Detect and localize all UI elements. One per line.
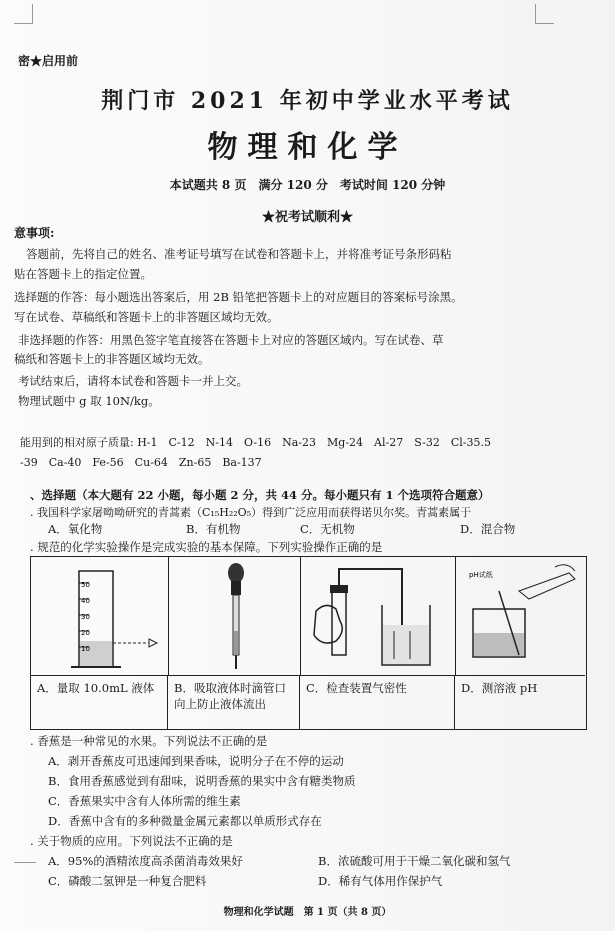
q4-option-d: D．稀有气体用作保护气 bbox=[318, 874, 443, 888]
cyl-tick-20: 20 bbox=[81, 629, 90, 637]
note-line: 稿纸和答题卡上的非答题区域均无效。 bbox=[14, 352, 210, 366]
q1-option-b: B．有机物 bbox=[186, 522, 241, 536]
secret-mark: 密★启用前 bbox=[18, 54, 79, 68]
note-line: 写在试卷、草稿纸和答题卡上的非答题区域均无效。 bbox=[14, 310, 279, 324]
caption-d: D．测溶液 pH bbox=[455, 675, 585, 729]
q3-option-b: B．食用香蕉感觉到有甜味，说明香蕉的果实中含有糖类物质 bbox=[48, 774, 356, 788]
note-line: 考试结束后，请将本试卷和答题卡一并上交。 bbox=[18, 374, 248, 388]
q1-stem: . 我国科学家屠呦呦研究的青蒿素（C₁₅H₂₂O₅）得到广泛应用而获得诺贝尔奖。青蒿素属于 bbox=[30, 506, 472, 519]
note-line: 非选择题的作答：用黑色签字笔直接答在答题卡上对应的答题区域内。写在试卷、草 bbox=[18, 333, 444, 347]
q4-stem: . 关于物质的应用。下列说法不正确的是 bbox=[30, 834, 233, 848]
crop-mark-top-right bbox=[535, 4, 536, 24]
caption-c: C．检查装置气密性 bbox=[300, 675, 455, 729]
experiment-figure-table bbox=[30, 556, 587, 730]
dropper-icon bbox=[206, 561, 266, 673]
q3-stem: . 香蕉是一种常见的水果。下列说法不正确的是 bbox=[30, 734, 268, 748]
notes-heading: 意事项: bbox=[14, 226, 55, 240]
q2-stem: . 规范的化学实验操作是完成实验的基本保障。下列实验操作正确的是 bbox=[30, 540, 383, 554]
note-line: 答题前，先将自己的姓名、准考证号填写在试卷和答题卡上，并将准考证号条形码粘 bbox=[26, 247, 452, 261]
q4-option-c: C．磷酸二氢钾是一种复合肥料 bbox=[48, 874, 207, 888]
q3-option-c: C．香蕉果实中含有人体所需的维生素 bbox=[48, 794, 241, 808]
subject-title: 物理和化学 bbox=[207, 130, 408, 165]
q3-option-a: A．剥开香蕉皮可迅速闻到果香味，说明分子在不停的运动 bbox=[48, 754, 344, 768]
caption-a: A．量取 10.0mL 液体 bbox=[31, 675, 168, 729]
q1-option-d: D．混合物 bbox=[460, 522, 516, 536]
crop-mark-left-side bbox=[14, 862, 36, 863]
graduated-cylinder-icon bbox=[51, 563, 161, 673]
ph-test-icon bbox=[459, 561, 584, 673]
airtight-check-icon bbox=[306, 561, 451, 673]
atomic-mass-line-2: -39 Ca-40 Fe-56 Cu-64 Zn-65 Ba-137 bbox=[20, 456, 262, 469]
cyl-tick-30: 30 bbox=[81, 613, 90, 621]
cyl-tick-50: 50 bbox=[81, 581, 90, 589]
exam-info: 本试题共 8 页 满分 120 分 考试时间 120 分钟 bbox=[169, 178, 446, 192]
crop-mark-top-left bbox=[32, 4, 33, 24]
page-footer: 物理和化学试题 第 1 页（共 8 页） bbox=[223, 907, 392, 918]
q1-option-c: C．无机物 bbox=[300, 522, 355, 536]
q4-option-b: B．浓硫酸可用于干燥二氧化碳和氢气 bbox=[318, 854, 511, 868]
q3-option-d: D．香蕉中含有的多种微量金属元素都以单质形式存在 bbox=[48, 814, 322, 828]
q4-option-a: A．95%的酒精浓度高杀菌消毒效果好 bbox=[48, 854, 243, 868]
caption-b: B．吸取液体时滴管口向上防止液体流出 bbox=[168, 675, 300, 729]
note-line: 贴在答题卡上的指定位置。 bbox=[14, 267, 152, 281]
crop-mark-top-right-h bbox=[536, 23, 554, 24]
good-luck-line: ★祝考试顺利★ bbox=[261, 210, 353, 225]
q1-option-a: A．氧化物 bbox=[48, 522, 103, 536]
section-heading: 、选择题（本大题有 22 小题，每小题 2 分，共 44 分。每小题只有 1 个选项符合题意） bbox=[30, 488, 490, 502]
crop-mark-top-left-h bbox=[14, 23, 32, 24]
note-line: 选择题的作答：每小题选出答案后，用 2B 铅笔把答题卡上的对应题目的答案标号涂黑。 bbox=[14, 290, 463, 304]
cyl-tick-10: 10 bbox=[81, 645, 90, 653]
note-line: 物理试题中 g 取 10N/kg。 bbox=[18, 394, 160, 408]
ph-paper-label: pH试纸 bbox=[469, 571, 493, 579]
atomic-mass-line-1: 能用到的相对原子质量: H-1 C-12 N-14 O-16 Na-23 Mg-24 Al-27 S-32 Cl-35.5 bbox=[20, 436, 492, 449]
exam-title: 荆门市 2021 年初中学业水平考试 bbox=[101, 88, 514, 114]
cyl-tick-40: 40 bbox=[81, 597, 90, 605]
